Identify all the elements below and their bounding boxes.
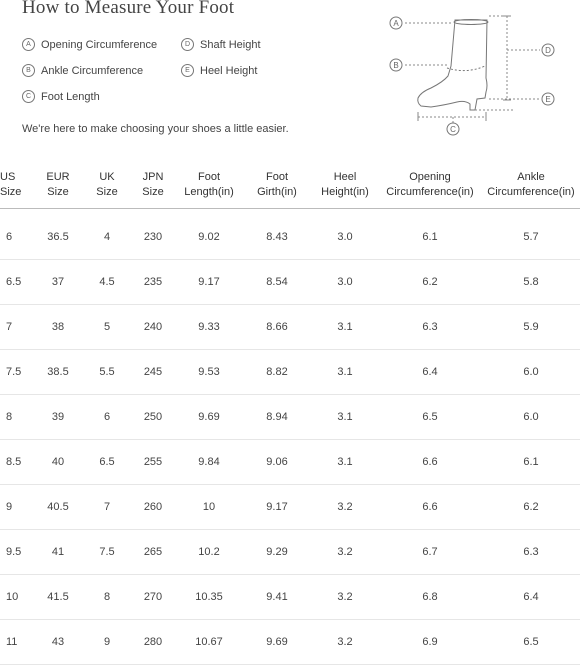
table-cell: 3.1 (312, 440, 378, 485)
table-cell: 6 (84, 395, 130, 440)
table-cell: 3.1 (312, 395, 378, 440)
letter-d-badge: D (181, 38, 194, 51)
table-cell: 280 (130, 620, 176, 665)
table-row (0, 530, 580, 575)
table-cell: 9.84 (176, 440, 242, 485)
table-cell: 230 (130, 209, 176, 260)
legend-label: Heel Height (200, 64, 258, 77)
table-cell: 9.06 (242, 440, 312, 485)
table-cell: 36.5 (32, 209, 84, 260)
table-cell: 3.1 (312, 305, 378, 350)
legend-heel-height (181, 64, 257, 77)
table-cell: 9.53 (176, 350, 242, 395)
table-cell: 7.5 (84, 530, 130, 575)
table-cell: 8.5 (0, 440, 32, 485)
table-cell: 5.8 (482, 260, 580, 305)
legend-ankle-circumference (22, 64, 143, 77)
table-cell: 41.5 (32, 575, 84, 620)
header-jpn-size: JPN Size (130, 162, 176, 209)
table-cell: 6.6 (378, 485, 482, 530)
table-cell: 9.41 (242, 575, 312, 620)
table-cell: 3.0 (312, 209, 378, 260)
legend-shaft-height (181, 38, 261, 51)
table-cell: 11 (0, 620, 32, 665)
table-cell: 41 (32, 530, 84, 575)
legend-label: Shaft Height (200, 38, 261, 51)
table-row (0, 395, 580, 440)
table-cell: 8.54 (242, 260, 312, 305)
boot-diagram (385, 8, 565, 138)
diagram-label-e: E (545, 95, 551, 104)
table-cell: 8.94 (242, 395, 312, 440)
table-cell: 6.7 (378, 530, 482, 575)
table-cell: 3.2 (312, 485, 378, 530)
table-cell: 9 (0, 485, 32, 530)
table-cell: 6.5 (0, 260, 32, 305)
table-header-row (0, 162, 580, 209)
table-row (0, 209, 580, 260)
diagram-label-b: B (393, 61, 399, 70)
table-cell: 3.2 (312, 575, 378, 620)
table-cell: 9.69 (176, 395, 242, 440)
table-cell: 6.4 (482, 575, 580, 620)
table-cell: 9.17 (176, 260, 242, 305)
table-cell: 6.3 (482, 530, 580, 575)
table-row (0, 305, 580, 350)
header-foot-girth: Foot Girth(in) (242, 162, 312, 209)
table-cell: 6.1 (482, 440, 580, 485)
header-ankle-circumference: Ankle Circumference(in) (482, 162, 580, 209)
table-cell: 6.5 (84, 440, 130, 485)
header-heel-height: Heel Height(in) (312, 162, 378, 209)
table-cell: 235 (130, 260, 176, 305)
table-cell: 8 (84, 575, 130, 620)
table-cell: 6.5 (482, 620, 580, 665)
table-cell: 6.3 (378, 305, 482, 350)
table-cell: 270 (130, 575, 176, 620)
letter-e-badge: E (181, 64, 194, 77)
table-cell: 9 (84, 620, 130, 665)
table-cell: 39 (32, 395, 84, 440)
letter-c-badge: C (22, 90, 35, 103)
legend-label: Opening Circumference (41, 38, 158, 51)
table-cell: 6.5 (378, 395, 482, 440)
table-cell: 40 (32, 440, 84, 485)
header-us-size: US Size (0, 162, 32, 209)
boot-outline (418, 20, 487, 110)
table-cell: 9.29 (242, 530, 312, 575)
table-cell: 8.82 (242, 350, 312, 395)
diagram-label-c: C (450, 125, 456, 134)
table-cell: 3.2 (312, 620, 378, 665)
table-cell: 3.0 (312, 260, 378, 305)
table-cell: 40.5 (32, 485, 84, 530)
table-cell: 10.67 (176, 620, 242, 665)
table-cell: 4 (84, 209, 130, 260)
table-cell: 10 (176, 485, 242, 530)
legend-foot-length (22, 90, 100, 103)
table-cell: 260 (130, 485, 176, 530)
table-cell: 8.66 (242, 305, 312, 350)
size-chart-table (0, 162, 580, 665)
table-row (0, 485, 580, 530)
diagram-label-d: D (545, 46, 551, 55)
table-cell: 6.2 (482, 485, 580, 530)
header-opening-circumference: Opening Circumference(in) (378, 162, 482, 209)
page-title: How to Measure Your Foot (22, 0, 235, 18)
table-cell: 4.5 (84, 260, 130, 305)
table-cell: 6.0 (482, 350, 580, 395)
table-cell: 8.43 (242, 209, 312, 260)
table-cell: 6.6 (378, 440, 482, 485)
table-row (0, 260, 580, 305)
table-cell: 240 (130, 305, 176, 350)
legend-opening-circumference (22, 38, 157, 51)
table-cell: 255 (130, 440, 176, 485)
table-cell: 38.5 (32, 350, 84, 395)
table-row (0, 440, 580, 485)
table-cell: 5.5 (84, 350, 130, 395)
table-cell: 7.5 (0, 350, 32, 395)
table-cell: 37 (32, 260, 84, 305)
table-cell: 38 (32, 305, 84, 350)
table-cell: 9.17 (242, 485, 312, 530)
table-row (0, 350, 580, 395)
table-cell: 3.2 (312, 530, 378, 575)
header-foot-length: Foot Length(in) (176, 162, 242, 209)
table-cell: 6.2 (378, 260, 482, 305)
table-cell: 9.69 (242, 620, 312, 665)
table-cell: 5.9 (482, 305, 580, 350)
diagram-label-a: A (393, 19, 399, 28)
table-cell: 10.35 (176, 575, 242, 620)
header-uk-size: UK Size (84, 162, 130, 209)
table-cell: 6.0 (482, 395, 580, 440)
table-cell: 6.1 (378, 209, 482, 260)
table-cell: 9.02 (176, 209, 242, 260)
legend-label: Foot Length (41, 90, 100, 103)
table-cell: 7 (84, 485, 130, 530)
table-cell: 6.9 (378, 620, 482, 665)
table-cell: 5 (84, 305, 130, 350)
ankle-curve (447, 66, 485, 71)
header-eur-size: EUR Size (32, 162, 84, 209)
table-cell: 7 (0, 305, 32, 350)
table-cell: 10.2 (176, 530, 242, 575)
table-row (0, 575, 580, 620)
table-cell: 6.8 (378, 575, 482, 620)
table-cell: 3.1 (312, 350, 378, 395)
table-cell: 43 (32, 620, 84, 665)
tagline: We're here to make choosing your shoes a little easier. (22, 123, 289, 135)
legend-label: Ankle Circumference (41, 64, 144, 77)
table-cell: 9.33 (176, 305, 242, 350)
letter-a-badge: A (22, 38, 35, 51)
table-cell: 6.4 (378, 350, 482, 395)
table-row (0, 620, 580, 665)
letter-b-badge: B (22, 64, 35, 77)
table-cell: 5.7 (482, 209, 580, 260)
table-cell: 265 (130, 530, 176, 575)
table-cell: 6 (0, 209, 32, 260)
table-cell: 245 (130, 350, 176, 395)
table-cell: 10 (0, 575, 32, 620)
table-cell: 8 (0, 395, 32, 440)
table-cell: 9.5 (0, 530, 32, 575)
table-cell: 250 (130, 395, 176, 440)
